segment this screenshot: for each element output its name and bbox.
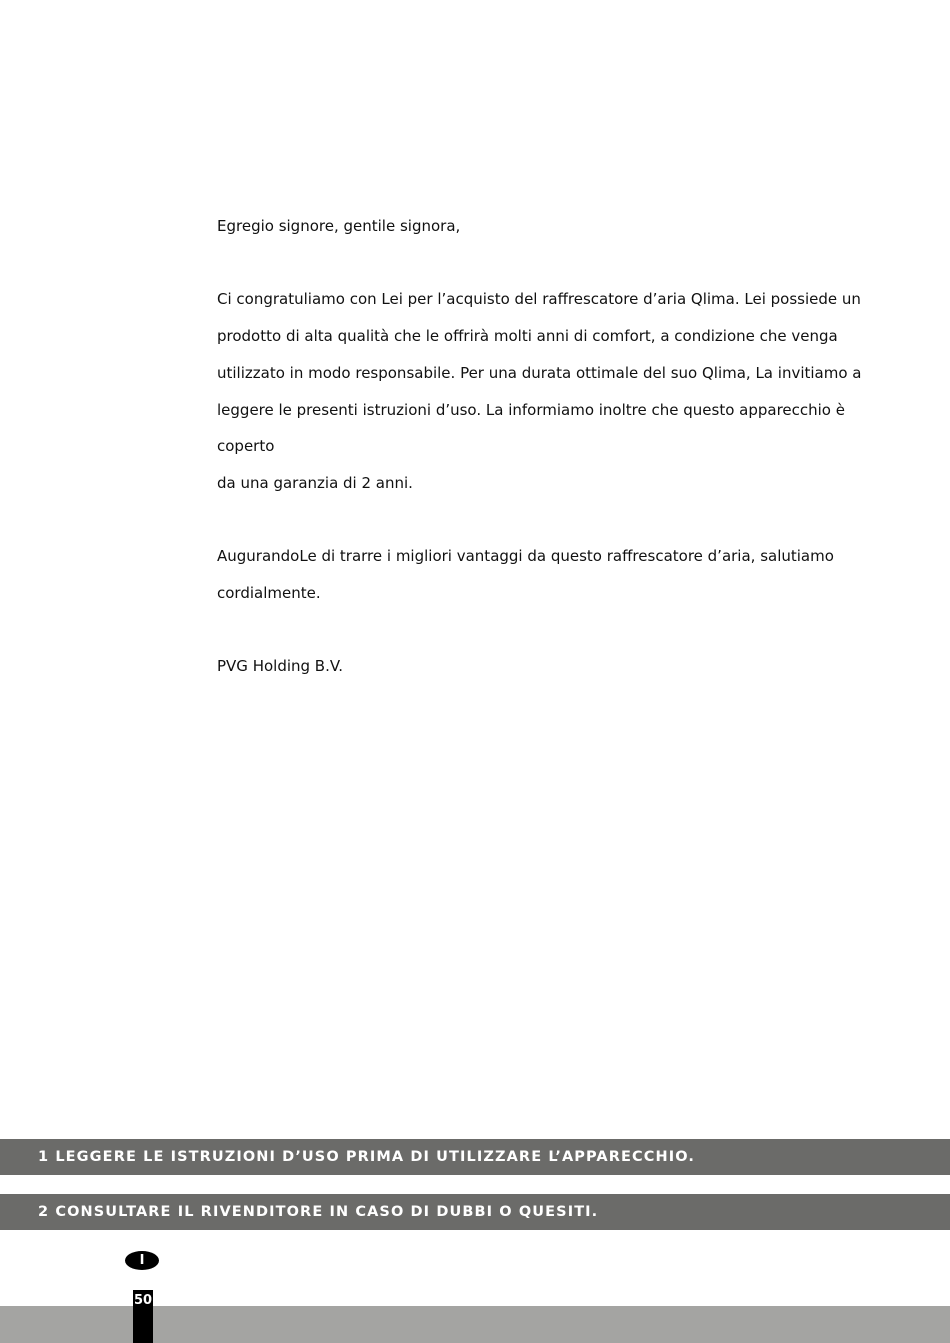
- letter-paragraph-main: [217, 281, 877, 501]
- letter-signature: PVG Holding B.V.: [217, 657, 343, 676]
- letter-line: utilizzato in modo responsabile. Per una durata ottimale del suo Qlima, La invitiamo a: [217, 363, 862, 382]
- instruction-banner-2: 2 CONSULTARE IL RIVENDITORE IN CASO DI DUBBI O QUESITI.: [0, 1194, 950, 1230]
- letter-line: prodotto di alta qualità che le offrirà molti anni di comfort, a condizione che venga: [217, 327, 838, 346]
- page-number: 50: [133, 1290, 153, 1343]
- instruction-banner-1: 1 LEGGERE LE ISTRUZIONI D’USO PRIMA DI UTILIZZARE L’APPARECCHIO.: [0, 1139, 950, 1175]
- letter-line: AugurandoLe di trarre i migliori vantaggi da questo raffrescatore d’aria, salutiamo: [217, 547, 834, 566]
- letter-line: leggere le presenti istruzioni d’uso. La informiamo inoltre che questo apparecchio è coperto: [217, 400, 845, 456]
- letter-paragraph-closing: [217, 538, 877, 611]
- letter-line: Ci congratuliamo con Lei per l’acquisto del raffrescatore d’aria Qlima. Lei possiede un: [217, 290, 861, 309]
- letter-greeting: Egregio signore, gentile signora,: [217, 217, 461, 235]
- language-badge: I: [125, 1251, 159, 1270]
- letter-line: da una garanzia di 2 anni.: [217, 473, 413, 492]
- letter-line: cordialmente.: [217, 584, 321, 602]
- letter-body: [217, 208, 877, 685]
